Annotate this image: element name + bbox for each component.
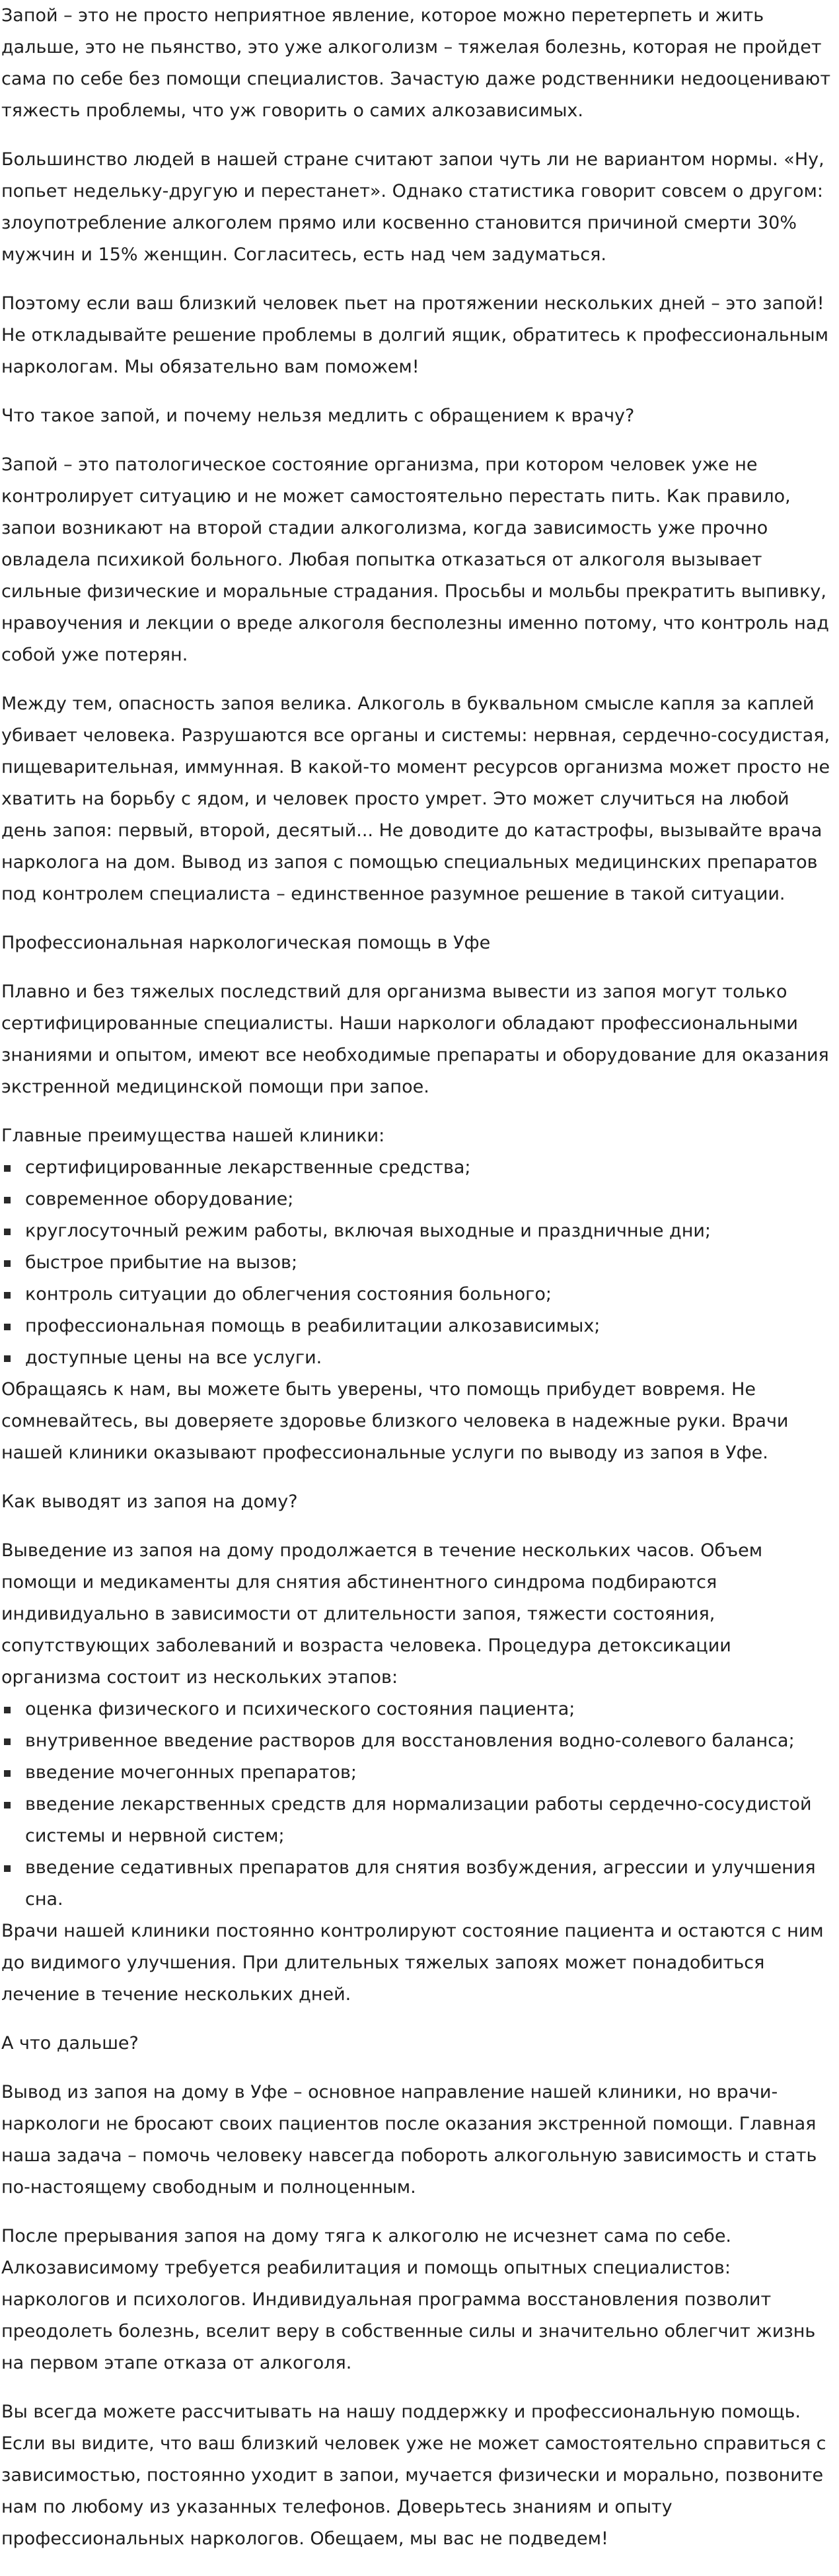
- closing-paragraph: Вы всегда можете рассчитывать на нашу поддержку и профессиональную помощь. Если вы видите, что ваш близкий человек уже не может самостоятельно справиться с зависимостью, постоянно уходит в запои, мучается физически и морально, позвоните нам по любому из указанных телефонов. Доверьтесь знаниям и опыту профессиональных наркологов. Обещаем, мы вас не подведем!: [1, 2402, 826, 2549]
- heading-what-next: А что дальше?: [1, 2033, 139, 2054]
- list-item: быстрое прибытие на вызов;: [1, 1247, 835, 1279]
- clinic-mission-paragraph: Вывод из запоя на дому в Уфе – основное направление нашей клиники, но врачи-наркологи не бросают своих пациентов после оказания экстренной помощи. Главная наша задача – помочь человеку навсегда побороть алкогольную зависимость и стать по-настоящему свободным и полноценным.: [1, 2082, 817, 2198]
- list-item: оценка физического и психического состояния пациента;: [1, 1694, 835, 1725]
- list-item: контроль ситуации до облегчения состояния больного;: [1, 1279, 835, 1310]
- binge-definition-paragraph: Запой – это патологическое состояние организма, при котором человек уже не контролирует ситуацию и не может самостоятельно перестать пить. Как правило, запои возникают на второй стадии алкоголизма, когда зависимость уже прочно овладела психикой больного. Любая попытка отказаться от алкоголя вызывает сильные физические и моральные страдания. Просьбы и мольбы прекратить выпивку, нравоучения и лекции о вреде алкоголя бесполезны именно потому, что контроль над собой уже потерян.: [1, 454, 829, 665]
- monitoring-paragraph: Врачи нашей клиники постоянно контролируют состояние пациента и остаются с ним до видимого улучшения. При длительных тяжелых запоях может понадобиться лечение в течение нескольких дней.: [1, 1921, 824, 2005]
- list-item: введение седативных препаратов для снятия возбуждения, агрессии и улучшения сна.: [1, 1852, 835, 1915]
- heading-home-detox: Как выводят из запоя на дому?: [1, 1491, 298, 1512]
- list-item: внутривенное введение растворов для восстановления водно-солевого баланса;: [1, 1725, 835, 1757]
- list-item: сертифицированные лекарственные средства;: [1, 1152, 835, 1184]
- detox-stages-list: [1, 1694, 835, 1915]
- list-item: современное оборудование;: [1, 1184, 835, 1215]
- heading-professional-help: Профессиональная наркологическая помощь в Уфе: [1, 933, 491, 953]
- list-item: круглосуточный режим работы, включая выходные и праздничные дни;: [1, 1215, 835, 1247]
- binge-danger-paragraph: Между тем, опасность запоя велика. Алкоголь в буквальном смысле капля за каплей убивает человека. Разрушаются все органы и системы: нервная, сердечно-сосудистая, пищеварительная, иммунная. В какой-то момент ресурсов организма может просто не хватить на борьбу с ядом, и человек просто умрет. Это может случиться на любой день запоя: первый, второй, десятый... Не доводите до катастрофы, вызывайте врача нарколога на дом. Вывод из запоя с помощью специальных медицинских препаратов под контролем специалиста – единственное разумное решение в такой ситуации.: [1, 694, 830, 904]
- detox-procedure-paragraph: Выведение из запоя на дому продолжается в течение нескольких часов. Объем помощи и медикаменты для снятия абстинентного синдрома подбираются индивидуально в зависимости от длительности запоя, тяжести состояния, сопутствующих заболеваний и возраста человека. Процедура детоксикации организма состоит из нескольких этапов:: [1, 1540, 763, 1688]
- rehabilitation-paragraph: После прерывания запоя на дому тяга к алкоголю не исчезнет сама по себе. Алкозависимому требуется реабилитация и помощь опытных специалистов: наркологов и психологов. Индивидуальная программа восстановления позволит преодолеть болезнь, вселит веру в собственные силы и значительно облегчит жизнь на первом этапе отказа от алкоголя.: [1, 2226, 816, 2373]
- list-item: введение лекарственных средств для нормализации работы сердечно-сосудистой системы и нервной систем;: [1, 1789, 835, 1852]
- intro-paragraph: Запой – это не просто неприятное явление, которое можно перетерпеть и жить дальше, это не пьянство, это уже алкоголизм – тяжелая болезнь, которая не пройдет сама по себе без помощи специалистов. Зачастую даже родственники недооценивают тяжесть проблемы, что уж говорить о самих алкозависимых.: [1, 5, 831, 121]
- heading-what-is-binge: Что такое запой, и почему нельзя медлить с обращением к врачу?: [1, 406, 635, 426]
- list-item: профессиональная помощь в реабилитации алкозависимых;: [1, 1310, 835, 1342]
- specialists-paragraph: Плавно и без тяжелых последствий для организма вывести из запоя могут только сертифицированные специалисты. Наши наркологи обладают профессиональными знаниями и опытом, имеют все необходимые препараты и оборудование для оказания экстренной медицинской помощи при запое.: [1, 982, 829, 1097]
- call-to-action-paragraph: Поэтому если ваш близкий человек пьет на протяжении нескольких дней – это запой! Не откладывайте решение проблемы в долгий ящик, обратитесь к профессиональным наркологам. Мы обязательно вам поможем!: [1, 293, 828, 377]
- list-item: доступные цены на все услуги.: [1, 1342, 835, 1374]
- list-item: введение мочегонных препаратов;: [1, 1757, 835, 1789]
- statistics-paragraph: Большинство людей в нашей стране считают запои чуть ли не вариантом нормы. «Ну, попьет недельку-другую и перестанет». Однако статистика говорит совсем о другом: злоупотребление алкоголем прямо или косвенно становится причиной смерти 30% мужчин и 15% женщин. Согласитесь, есть над чем задуматься.: [1, 149, 824, 265]
- advantages-list: [1, 1152, 835, 1374]
- advantages-intro: Главные преимущества нашей клиники:: [1, 1126, 385, 1146]
- trust-paragraph: Обращаясь к нам, вы можете быть уверены, что помощь прибудет вовремя. Не сомневайтесь, вы доверяете здоровье близкого человека в надежные руки. Врачи нашей клиники оказывают профессиональные услуги по выводу из запоя в Уфе.: [1, 1379, 789, 1463]
